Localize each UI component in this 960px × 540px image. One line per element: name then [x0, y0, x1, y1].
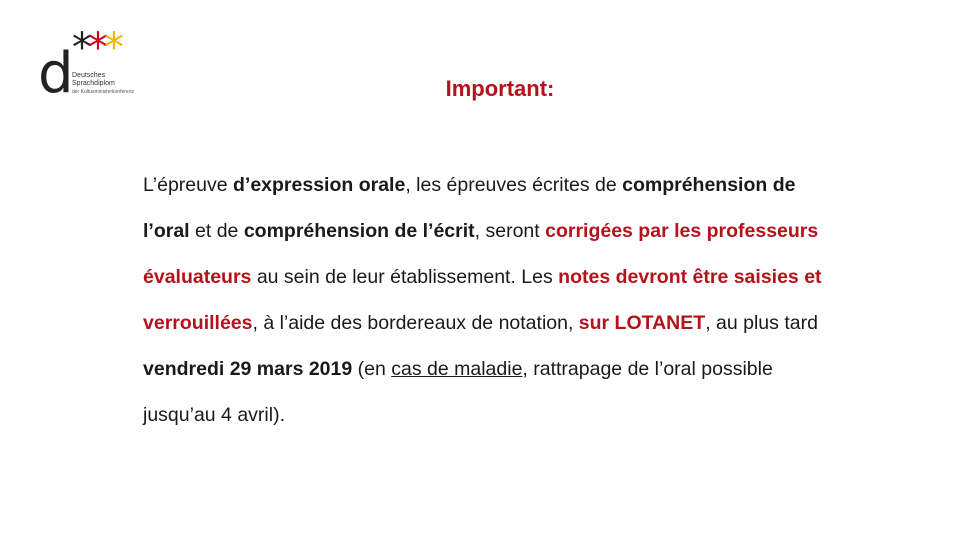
text-segment: L’épreuve: [143, 174, 233, 196]
text-segment: , au plus tard: [705, 312, 818, 334]
text-segment-highlight: sur LOTANET: [578, 312, 706, 334]
text-segment: (en: [352, 358, 392, 380]
text-segment: et de: [189, 220, 244, 242]
text-segment-highlight: notes devront être saisies et verrouillées: [143, 266, 822, 334]
main-paragraph: [143, 162, 843, 438]
logo-stars-icon: ***: [72, 25, 120, 71]
text-segment: , rattrapage de l’oral possible jusqu’au 4 avril).: [143, 358, 773, 426]
text-segment-bold: vendredi 29 mars 2019: [143, 358, 353, 380]
text-segment-bold: d’expression orale: [233, 174, 406, 196]
logo-letter: d: [38, 41, 74, 106]
logo-line-2: Sprachdiplom: [72, 80, 115, 87]
text-segment: , à l’aide des bordereaux de notation,: [252, 312, 579, 334]
text-segment-bold: compréhension de l’écrit: [243, 220, 475, 242]
text-segment: , les épreuves écrites de: [405, 174, 623, 196]
text-segment: au sein de leur établissement. Les: [251, 266, 559, 288]
logo-line-3: der Kultusministerkonferenz: [72, 89, 134, 95]
text-segment-bold: compréhension de l’oral: [143, 174, 796, 242]
text-segment-highlight: corrigées par les professeurs évaluateurs: [143, 220, 819, 288]
text-segment: , seront: [474, 220, 546, 242]
text-segment-underlined: cas de maladie: [391, 358, 523, 380]
logo-line-1: Deutsches: [72, 72, 106, 79]
page-title: Important:: [445, 76, 555, 101]
